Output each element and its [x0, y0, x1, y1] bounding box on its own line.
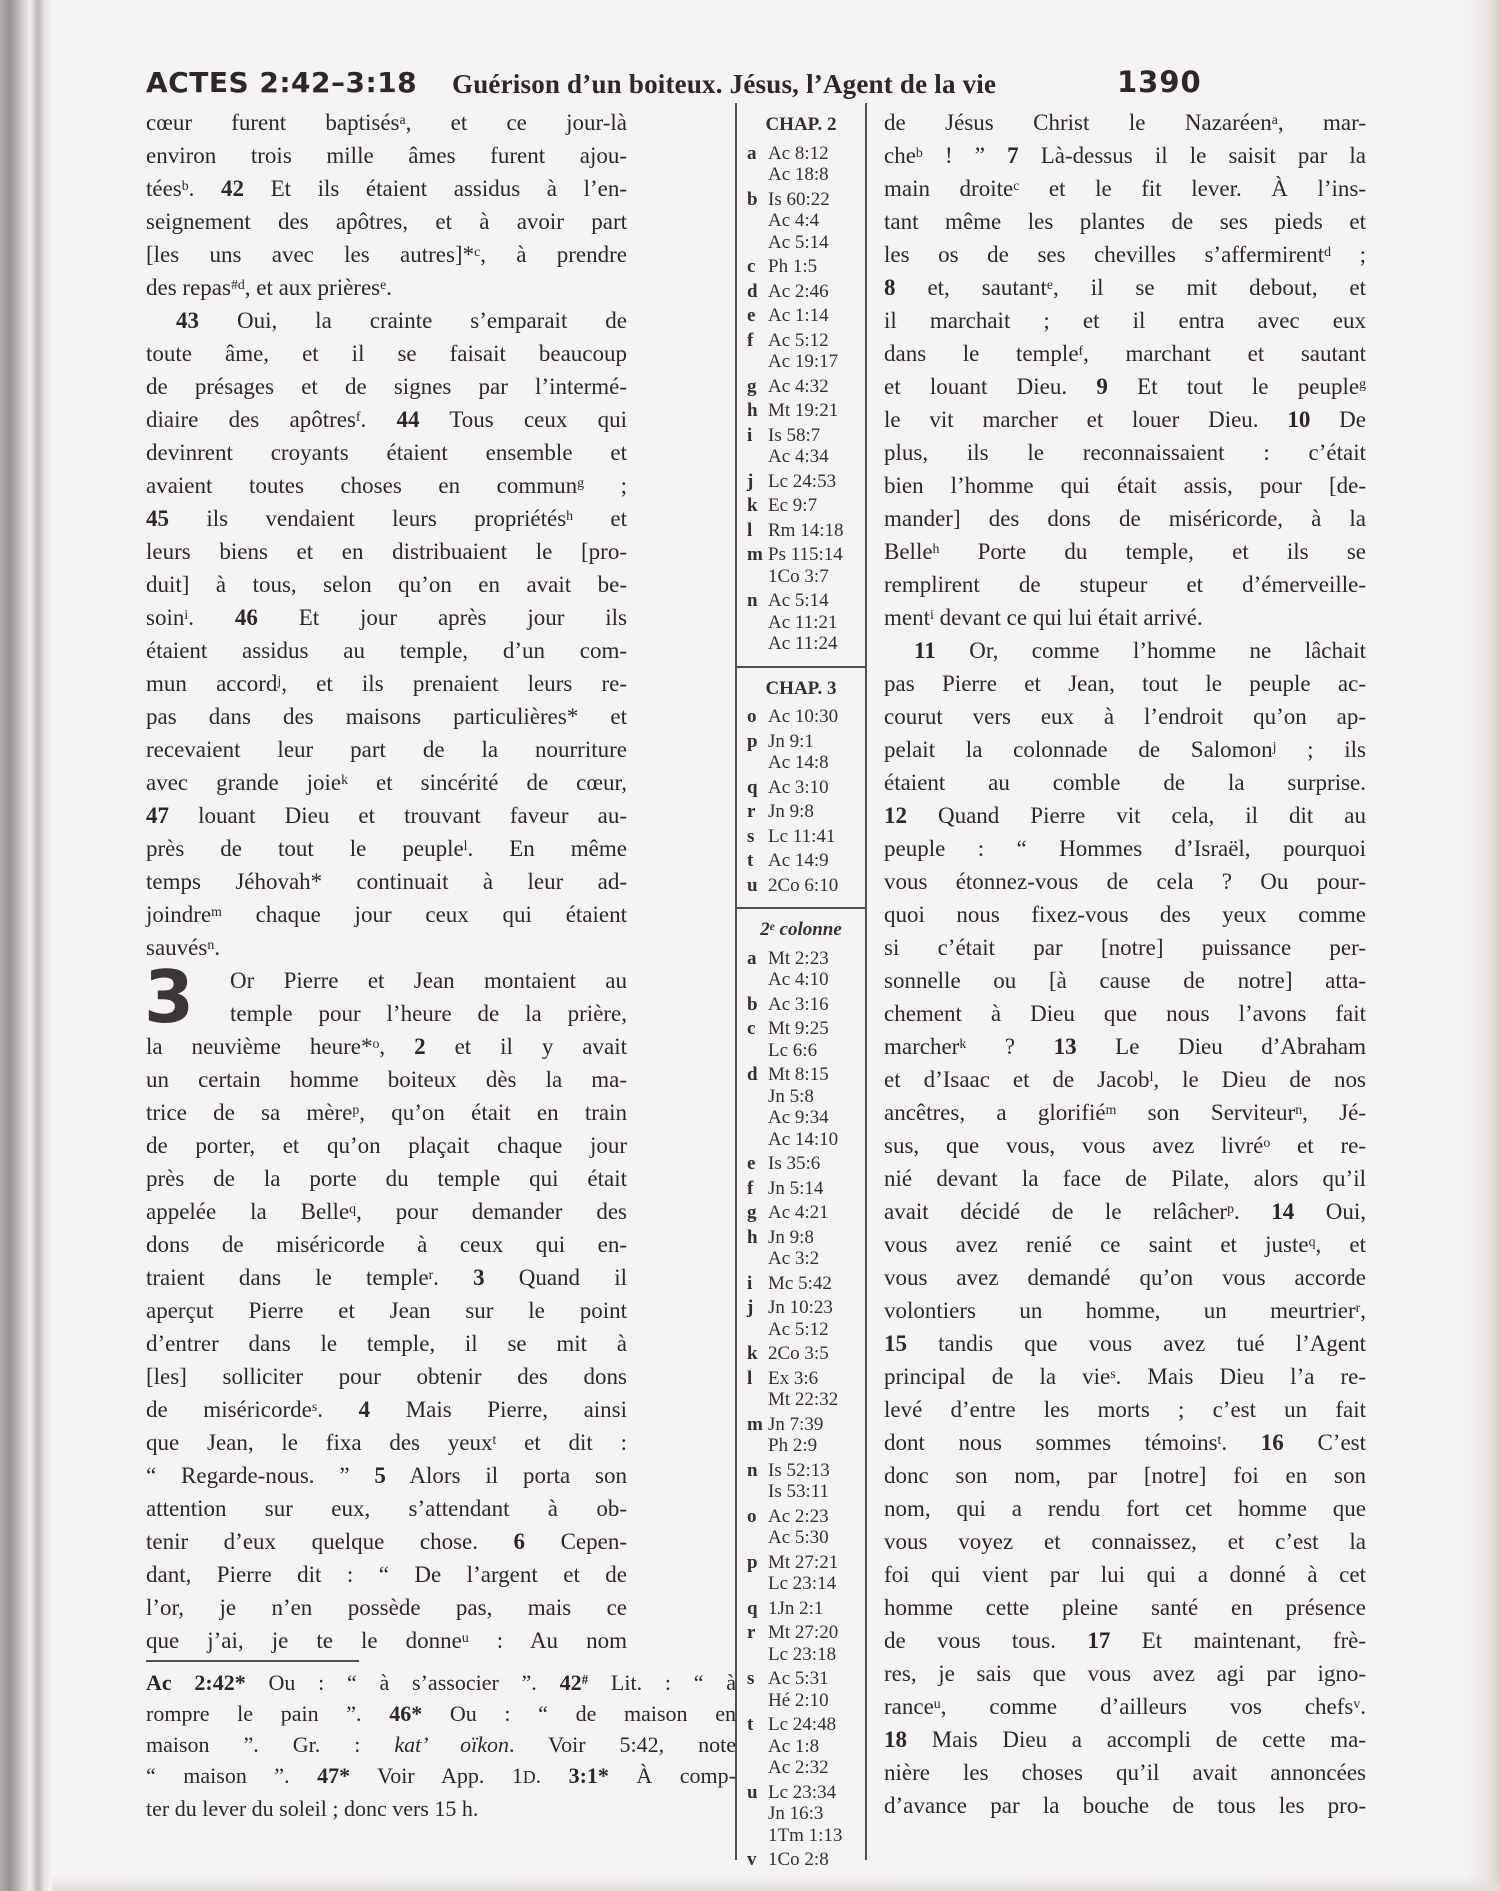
- cross-reference-entry: [737, 1414, 865, 1457]
- cross-reference-letter: r: [747, 1622, 756, 1643]
- text-line: tenir d’eux quelque chose. 6 Cepen-: [146, 1529, 627, 1554]
- text-line: Or Pierre et Jean montaient au: [230, 968, 627, 993]
- paragraph-verses-43-47: [146, 304, 627, 964]
- cross-reference-citation: 1Co 3:7: [768, 565, 829, 587]
- cross-reference-citation: Mt 27:20: [768, 1622, 839, 1643]
- cross-reference-citation: Ec 9:7: [768, 495, 818, 516]
- text-line: che$^b$ ! ” 7 Là-dessus il le saisit par la: [884, 143, 1366, 168]
- text-line: la neuvième heure*$^o$, 2 et il y avait: [146, 1034, 627, 1059]
- text-line: d’entrer dans le temple, il se mit à: [146, 1331, 627, 1356]
- text-line: joindre$^m$ chaque jour ceux qui étaient: [146, 902, 627, 927]
- reference-section-heading: CHAP. 3: [765, 677, 837, 699]
- cross-reference-entry: [737, 1273, 865, 1295]
- text-line: temple pour l’heure de la prière,: [230, 1001, 627, 1026]
- cross-reference-entry: [737, 590, 865, 655]
- cross-reference-citation: Mt 2:23: [768, 947, 829, 969]
- cross-reference-column: [737, 112, 865, 1874]
- cross-reference-letter: e: [747, 1153, 756, 1174]
- cross-reference-letter: n: [747, 1459, 758, 1481]
- text-line: marcher$^k$ ? 13 Le Dieu d’Abraham: [884, 1034, 1366, 1059]
- text-line: courut vers eux à l’endroit qu’on ap-: [884, 704, 1366, 729]
- text-line: pas Pierre et Jean, tout le peuple ac-: [884, 671, 1366, 696]
- cross-reference-entry: [737, 544, 865, 587]
- text-line: volontiers un homme, un meurtrier$^r$,: [884, 1298, 1366, 1323]
- text-line: foi qui vient par lui qui a donné à cet: [884, 1562, 1366, 1587]
- cross-reference-citation: Hé 2:10: [768, 1689, 829, 1711]
- text-line: trice de sa mère$^p$, qu’on était en train: [146, 1100, 627, 1125]
- cross-reference-citation: Is 53:11: [768, 1481, 830, 1502]
- cross-reference-citation: Ac 5:12: [768, 1318, 829, 1340]
- text-line: des repas$^{\#d}$, et aux prières$^e$.: [146, 275, 392, 300]
- cross-reference-citation: Jn 9:8: [768, 801, 814, 822]
- text-line: vous étonnez-vous de cela ? Ou pour-: [884, 869, 1366, 894]
- cross-reference-entry: [737, 1343, 865, 1365]
- text-line: remplirent de stupeur et d’émerveille-: [884, 572, 1366, 597]
- cross-reference-entry: [737, 1227, 865, 1270]
- cross-reference-letter: e: [747, 305, 756, 326]
- cross-reference-citation: Is 35:6: [768, 1153, 821, 1174]
- text-line: [les uns avec les autres]*$^c$, à prendre: [146, 242, 627, 267]
- reference-section-separator: [737, 907, 865, 909]
- text-line: dons de miséricorde à ceux qui en-: [146, 1232, 627, 1257]
- cross-reference-citation: Ac 5:12: [768, 329, 829, 351]
- cross-reference-letter: t: [747, 850, 754, 871]
- cross-reference-citation: Is 52:13: [768, 1459, 830, 1481]
- text-line: rance$^u$, comme d’ailleurs vos chefs$^v$.: [884, 1694, 1366, 1719]
- cross-reference-citation: Ps 115:14: [768, 544, 843, 565]
- text-line: pelait la colonnade de Salomon$^j$ ; ils: [884, 737, 1366, 762]
- cross-reference-letter: c: [747, 1018, 756, 1039]
- cross-reference-entry: [737, 1064, 865, 1150]
- cross-reference-citation: 1Tm 1:13: [768, 1824, 843, 1846]
- cross-reference-citation: Mc 5:42: [768, 1272, 832, 1294]
- cross-reference-letter: b: [747, 188, 758, 210]
- text-line: quoi nous fixez-vous des yeux comme: [884, 902, 1366, 927]
- cross-reference-letter: k: [747, 495, 758, 516]
- text-line: près de la porte du temple qui était: [146, 1166, 627, 1191]
- cross-reference-letter: q: [747, 1597, 758, 1619]
- text-line: toute âme, et il se faisait beaucoup: [146, 341, 627, 366]
- text-line: Belle$^h$ Porte du temple, et ils se: [884, 539, 1366, 564]
- cross-reference-citation: Ac 5:30: [768, 1527, 829, 1548]
- cross-reference-entry: [737, 1849, 865, 1871]
- text-line: main droite$^c$ et le fit lever. À l’ins-: [884, 176, 1367, 201]
- cross-reference-letter: a: [747, 947, 757, 969]
- cross-reference-citation: Jn 5:8: [768, 1085, 814, 1107]
- cross-reference-letter: u: [747, 1781, 758, 1803]
- text-line: de vous tous. 17 Et maintenant, frè-: [884, 1628, 1366, 1653]
- text-line: cœur furent baptisés$^a$, et ce jour-là: [146, 110, 627, 135]
- text-line: devinrent croyants étaient ensemble et: [146, 440, 627, 465]
- cross-reference-citation: 2Co 6:10: [768, 874, 839, 896]
- cross-reference-letter: m: [747, 1413, 763, 1435]
- cross-reference-letter: h: [747, 400, 758, 421]
- text-line: ancêtres, a glorifié$^m$ son Serviteur$^n$, Jé-: [884, 1100, 1366, 1125]
- cross-reference-citation: Ac 5:31: [768, 1668, 829, 1689]
- cross-reference-entry: [737, 471, 865, 493]
- text-line: soin$^i$. 46 Et jour après jour ils: [146, 605, 628, 630]
- cross-reference-citation: Mt 22:32: [768, 1389, 839, 1410]
- text-line: vous voyez et connaissez, et c’est la: [884, 1529, 1366, 1554]
- text-line: mun accord$^j$, et ils prenaient leurs re-: [146, 671, 627, 696]
- text-line: aperçut Pierre et Jean sur le point: [146, 1298, 627, 1323]
- text-line: attention sur eux, s’attendant à ob-: [146, 1496, 627, 1521]
- cross-reference-letter: s: [747, 825, 755, 847]
- cross-reference-citation: Jn 10:23: [768, 1297, 833, 1318]
- cross-reference-entry: [737, 143, 865, 186]
- text-line: peuple : “ Hommes d’Israël, pourquoi: [884, 836, 1366, 861]
- text-line: pas dans des maisons particulières* et: [146, 704, 627, 729]
- cross-reference-entry: [737, 305, 865, 327]
- cross-reference-entry: [737, 1178, 865, 1200]
- footnote-line: maison ”. Gr. : kat’ oïkon. Voir 5:42, note: [146, 1732, 736, 1757]
- text-line: [les] solliciter pour obtenir des dons: [146, 1364, 627, 1389]
- text-line: sus, que vous, vous avez livré$^o$ et re-: [884, 1133, 1366, 1158]
- cross-reference-citation: Ac 1:8: [768, 1735, 820, 1757]
- cross-reference-letter: o: [747, 706, 757, 727]
- cross-reference-citation: Ac 14:8: [768, 752, 829, 773]
- text-line: 15 tandis que vous avez tué l’Agent: [884, 1331, 1366, 1356]
- page-number: 1390: [1117, 65, 1202, 99]
- footnote-separator-rule: [146, 1660, 359, 1662]
- text-line: 43 Oui, la crainte s’emparait de: [176, 308, 627, 333]
- cross-reference-entry: [737, 706, 865, 728]
- page-bottom-edge-shade: [52, 1875, 1500, 1891]
- footnote-line: “ maison ”. 47* Voir App. 1D. 3:1* À comp-: [146, 1763, 736, 1788]
- text-line: levé d’entre les morts ; c’est un fait: [884, 1397, 1366, 1422]
- cross-reference-letter: f: [747, 329, 754, 351]
- text-line: de Jésus Christ le Nazaréen$^a$, mar-: [884, 110, 1366, 135]
- paragraph-verses-7-10: [884, 106, 1366, 634]
- text-line: avaient toutes choses en commun$^g$ ;: [146, 473, 627, 498]
- cross-reference-letter: i: [747, 424, 753, 446]
- text-line: dont nous sommes témoins$^t$. 16 C’est: [884, 1430, 1366, 1455]
- cross-reference-entry: [737, 425, 865, 468]
- cross-reference-letter: j: [747, 470, 754, 492]
- left-text-column: [146, 106, 627, 1657]
- text-line: que Jean, le fixa des yeux$^t$ et dit :: [146, 1430, 627, 1455]
- running-head-title: Guérison d’un boiteux. Jésus, l’Agent de la vie: [452, 69, 997, 99]
- paragraph-chapter-3: [144, 955, 628, 1657]
- cross-reference-entry: [737, 1297, 865, 1340]
- cross-reference-entry: [737, 875, 865, 897]
- cross-reference-citation: Ac 2:23: [768, 1505, 829, 1527]
- cross-reference-letter: s: [747, 1668, 755, 1689]
- footnote-line: rompre le pain ”. 46* Ou : “ de maison en: [146, 1701, 736, 1726]
- text-line: nière les choses qu’il avait annoncées: [884, 1760, 1366, 1785]
- text-line: seignement des apôtres, et à avoir part: [146, 209, 627, 234]
- cross-reference-citation: Ac 3:10: [768, 776, 829, 798]
- cross-reference-letter: k: [747, 1343, 758, 1364]
- cross-reference-citation: Lc 6:6: [768, 1039, 818, 1061]
- text-line: plus, ils le reconnaissaient : c’était: [884, 440, 1366, 465]
- cross-reference-citation: Ac 2:32: [768, 1757, 829, 1778]
- reference-section-heading: CHAP. 2: [765, 114, 837, 135]
- text-line: donc son nom, par [notre] foi en son: [884, 1463, 1366, 1488]
- cross-reference-citation: Ac 8:12: [768, 142, 829, 164]
- text-line: un certain homme boiteux dès la ma-: [146, 1067, 627, 1092]
- cross-reference-letter: p: [747, 1551, 758, 1573]
- cross-reference-citation: Ac 3:16: [768, 993, 829, 1015]
- cross-reference-citation: Jn 16:3: [768, 1803, 824, 1824]
- cross-reference-letter: a: [747, 142, 757, 164]
- text-line: l’or, je n’en possède pas, mais ce: [146, 1595, 627, 1620]
- cross-reference-citation: Ac 9:34: [768, 1107, 829, 1128]
- text-line: “ Regarde-nous. ” 5 Alors il porta son: [146, 1463, 627, 1488]
- text-line: temps Jéhovah* continuait à leur ad-: [146, 869, 627, 894]
- cross-reference-letter: d: [747, 1064, 758, 1085]
- cross-reference-citation: Lc 11:41: [768, 825, 836, 847]
- cross-reference-entry: [737, 850, 865, 872]
- text-line: nié devant la face de Pilate, alors qu’il: [884, 1166, 1366, 1191]
- text-line: les os de ses chevilles s’affermirent$^d$ ;: [884, 242, 1366, 267]
- text-line: étaient assidus au temple, d’un com-: [146, 638, 627, 663]
- text-line: homme cette pleine santé en présence: [884, 1595, 1366, 1620]
- cross-reference-entry: [737, 189, 865, 254]
- cross-reference-citation: Ac 4:21: [768, 1202, 829, 1223]
- cross-reference-citation: Ph 1:5: [768, 256, 818, 277]
- cross-reference-entry: [737, 1598, 865, 1620]
- cross-reference-entry: [737, 731, 865, 774]
- text-line: il marchait ; et il entra avec eux: [884, 308, 1366, 333]
- cross-reference-citation: Rm 14:18: [768, 519, 844, 541]
- cross-reference-citation: Mt 8:15: [768, 1064, 829, 1085]
- text-line: près de tout le peuple$^l$. En même: [146, 836, 627, 861]
- text-line: appelée la Belle$^q$, pour demander des: [146, 1199, 627, 1224]
- text-line: res, je sais que vous avez agi par igno-: [884, 1661, 1366, 1686]
- cross-reference-citation: Ac 10:30: [768, 706, 839, 727]
- cross-reference-citation: Jn 9:8: [768, 1226, 814, 1248]
- footnote-line: Ac 2:42* Ou : “ à s’associer ”. 42# Lit. : “ à: [146, 1670, 736, 1695]
- text-line: et louant Dieu. 9 Et tout le peuple$^g$: [884, 374, 1366, 399]
- cross-reference-letter: p: [747, 730, 758, 752]
- text-line: 45 ils vendaient leurs propriétés$^h$ et: [146, 506, 627, 531]
- cross-reference-letter: j: [747, 1297, 754, 1318]
- cross-reference-citation: Ex 3:6: [768, 1367, 819, 1389]
- text-line: sauvés$^n$.: [146, 935, 220, 960]
- text-line: et d’Isaac et de Jacob$^l$, le Dieu de nos: [884, 1067, 1367, 1092]
- cross-reference-citation: Jn 9:1: [768, 730, 814, 752]
- cross-reference-citation: Ac 14:9: [768, 850, 829, 871]
- cross-reference-entry: [737, 994, 865, 1016]
- text-line: mander] des dons de miséricorde, à la: [884, 506, 1366, 531]
- cross-reference-entry: [737, 400, 865, 422]
- cross-reference-letter: u: [747, 874, 758, 896]
- cross-reference-entry: [737, 256, 865, 278]
- cross-reference-entry: [737, 1368, 865, 1411]
- text-line: diaire des apôtres$^f$. 44 Tous ceux qui: [146, 407, 627, 432]
- cross-reference-citation: Mt 9:25: [768, 1018, 829, 1039]
- cross-reference-citation: Ac 4:34: [768, 446, 829, 467]
- cross-reference-citation: Ac 11:21: [768, 611, 838, 633]
- right-text-column: [884, 106, 1366, 1822]
- cross-reference-entry: [737, 376, 865, 398]
- text-line: bien l’homme qui était assis, pour [de-: [884, 473, 1366, 498]
- cross-reference-letter: t: [747, 1714, 754, 1735]
- text-line: nom, qui a rendu fort cet homme que: [884, 1496, 1366, 1521]
- cross-reference-citation: Ac 5:14: [768, 231, 829, 253]
- cross-reference-citation: Ac 2:46: [768, 280, 829, 302]
- footnote-line: ter du lever du soleil ; donc vers 15 h.: [146, 1796, 479, 1821]
- cross-reference-letter: r: [747, 801, 756, 822]
- cross-reference-citation: Ac 14:10: [768, 1128, 839, 1150]
- cross-reference-citation: Ac 4:10: [768, 969, 829, 990]
- cross-reference-entry: [737, 1506, 865, 1549]
- text-line: leurs biens et en distribuaient le [pro-: [146, 539, 627, 564]
- cross-reference-citation: Lc 23:34: [768, 1781, 837, 1803]
- text-line: si c’était par [notre] puissance per-: [884, 935, 1366, 960]
- cross-reference-entry: [737, 1153, 865, 1175]
- text-line: tant même les plantes de ses pieds et: [884, 209, 1366, 234]
- cross-reference-citation: Ac 1:14: [768, 305, 829, 326]
- text-line: 18 Mais Dieu a accompli de cette ma-: [884, 1727, 1366, 1752]
- text-line: traient dans le temple$^r$. 3 Quand il: [146, 1265, 627, 1290]
- cross-reference-citation: Ac 19:17: [768, 351, 839, 372]
- cross-reference-letter: i: [747, 1272, 753, 1294]
- cross-reference-citation: Jn 7:39: [768, 1413, 824, 1435]
- text-line: de porter, et qu’on plaçait chaque jour: [146, 1133, 627, 1158]
- cross-reference-entry: [737, 1782, 865, 1847]
- text-line: vous avez demandé qu’on vous accorde: [884, 1265, 1366, 1290]
- paragraph-verse-42: [146, 106, 627, 304]
- cross-reference-citation: Lc 23:18: [768, 1643, 837, 1665]
- column-rule-right: [865, 103, 867, 1860]
- cross-reference-entry: [737, 1552, 865, 1595]
- text-line: chement à Dieu que nous l’avons fait: [884, 1001, 1366, 1026]
- text-line: de présages et de signes par l’intermé-: [146, 374, 627, 399]
- cross-reference-letter: v: [747, 1849, 757, 1870]
- text-line: que j’ai, je te le donne$^u$ : Au nom: [146, 1628, 627, 1653]
- cross-reference-citation: 1Co 2:8: [768, 1849, 829, 1870]
- text-line: étaient au comble de la surprise.: [884, 770, 1366, 795]
- book-gutter-shadow: [0, 0, 52, 1891]
- cross-reference-citation: Ac 18:8: [768, 164, 829, 185]
- cross-reference-entry: [737, 1622, 865, 1665]
- text-line: avec grande joie$^k$ et sincérité de cœur,: [146, 770, 627, 795]
- cross-reference-entry: [737, 826, 865, 848]
- text-line: dant, Pierre dit : “ De l’argent et de: [146, 1562, 627, 1587]
- text-line: 47 louant Dieu et trouvant faveur au-: [146, 803, 627, 828]
- cross-reference-entry: [737, 1202, 865, 1224]
- cross-reference-letter: n: [747, 590, 758, 611]
- cross-reference-letter: c: [747, 256, 756, 277]
- cross-reference-citation: 1Jn 2:1: [768, 1597, 824, 1619]
- cross-reference-letter: q: [747, 776, 758, 798]
- cross-reference-entry: [737, 777, 865, 799]
- cross-reference-entry: [737, 495, 865, 517]
- cross-reference-letter: o: [747, 1505, 757, 1527]
- cross-reference-letter: m: [747, 544, 763, 565]
- chapter-number-dropcap: 3: [144, 955, 195, 1039]
- text-line: d’avance par la bouche de tous les pro-: [884, 1793, 1366, 1818]
- cross-reference-citation: Ac 4:32: [768, 375, 829, 397]
- reference-section-separator: [737, 666, 865, 668]
- cross-reference-citation: Ac 11:24: [768, 633, 838, 654]
- cross-reference-citation: Ph 2:9: [768, 1435, 818, 1456]
- cross-reference-letter: b: [747, 993, 758, 1015]
- cross-reference-letter: l: [747, 1367, 753, 1389]
- cross-reference-letter: h: [747, 1226, 758, 1248]
- text-line: avait décidé de le relâcher$^p$. 14 Oui,: [884, 1199, 1367, 1224]
- text-line: duit] à tous, selon qu’on en avait be-: [146, 572, 627, 597]
- text-line: ment$^i$ devant ce qui lui était arrivé.: [884, 605, 1203, 630]
- cross-reference-entry: [737, 1668, 865, 1711]
- cross-reference-entry: [737, 520, 865, 542]
- cross-reference-letter: l: [747, 519, 753, 541]
- text-line: sonnelle ou [à cause de notre] atta-: [884, 968, 1366, 993]
- text-line: dans le temple$^f$, marchant et sautant: [884, 341, 1366, 366]
- page-right-edge-shade: [1466, 0, 1500, 1891]
- cross-reference-citation: Ac 4:4: [768, 210, 820, 231]
- cross-reference-letter: d: [747, 280, 758, 302]
- cross-reference-entry: [737, 1018, 865, 1061]
- text-line: environ trois mille âmes furent ajou-: [146, 143, 627, 168]
- cross-reference-entry: [737, 330, 865, 373]
- running-head-reference: ACTES 2:42–3:18: [146, 66, 418, 99]
- text-line: vous avez renié ce saint et juste$^q$, et: [884, 1232, 1367, 1257]
- cross-reference-entry: [737, 801, 865, 823]
- cross-reference-citation: 2Co 3:5: [768, 1343, 829, 1364]
- cross-reference-citation: Lc 24:53: [768, 470, 837, 492]
- cross-reference-citation: Mt 27:21: [768, 1551, 839, 1573]
- text-line: 11 Or, comme l’homme ne lâchait: [914, 638, 1366, 663]
- text-line: 12 Quand Pierre vit cela, il dit au: [884, 803, 1366, 828]
- cross-reference-entry: [737, 1460, 865, 1503]
- cross-reference-entry: [737, 1714, 865, 1779]
- footnotes-block: [146, 1667, 736, 1824]
- cross-reference-letter: g: [747, 375, 757, 397]
- cross-reference-citation: Is 58:7: [768, 424, 821, 446]
- text-line: le vit marcher et louer Dieu. 10 De: [884, 407, 1366, 432]
- cross-reference-citation: Ac 5:14: [768, 590, 829, 611]
- reference-section-heading: 2e colonne: [760, 919, 842, 940]
- text-line: tées$^b$. 42 Et ils étaient assidus à l’en-: [146, 176, 627, 201]
- cross-reference-citation: Jn 5:14: [768, 1177, 824, 1199]
- cross-reference-entry: [737, 948, 865, 991]
- text-line: 8 et, sautant$^e$, il se mit debout, et: [884, 275, 1366, 300]
- cross-reference-citation: Ac 3:2: [768, 1248, 820, 1269]
- text-line: principal de la vie$^s$. Mais Dieu l’a re-: [884, 1364, 1366, 1389]
- paragraph-verses-11-18: [884, 634, 1366, 1822]
- cross-reference-citation: Lc 24:48: [768, 1714, 837, 1735]
- cross-reference-citation: Lc 23:14: [768, 1573, 837, 1594]
- cross-reference-citation: Mt 19:21: [768, 400, 839, 421]
- cross-reference-letter: g: [747, 1202, 757, 1223]
- text-line: de miséricorde$^s$. 4 Mais Pierre, ainsi: [146, 1397, 628, 1422]
- cross-reference-citation: Is 60:22: [768, 188, 830, 210]
- cross-reference-letter: f: [747, 1177, 754, 1199]
- cross-reference-entry: [737, 281, 865, 303]
- text-line: recevaient leur part de la nourriture: [146, 737, 627, 762]
